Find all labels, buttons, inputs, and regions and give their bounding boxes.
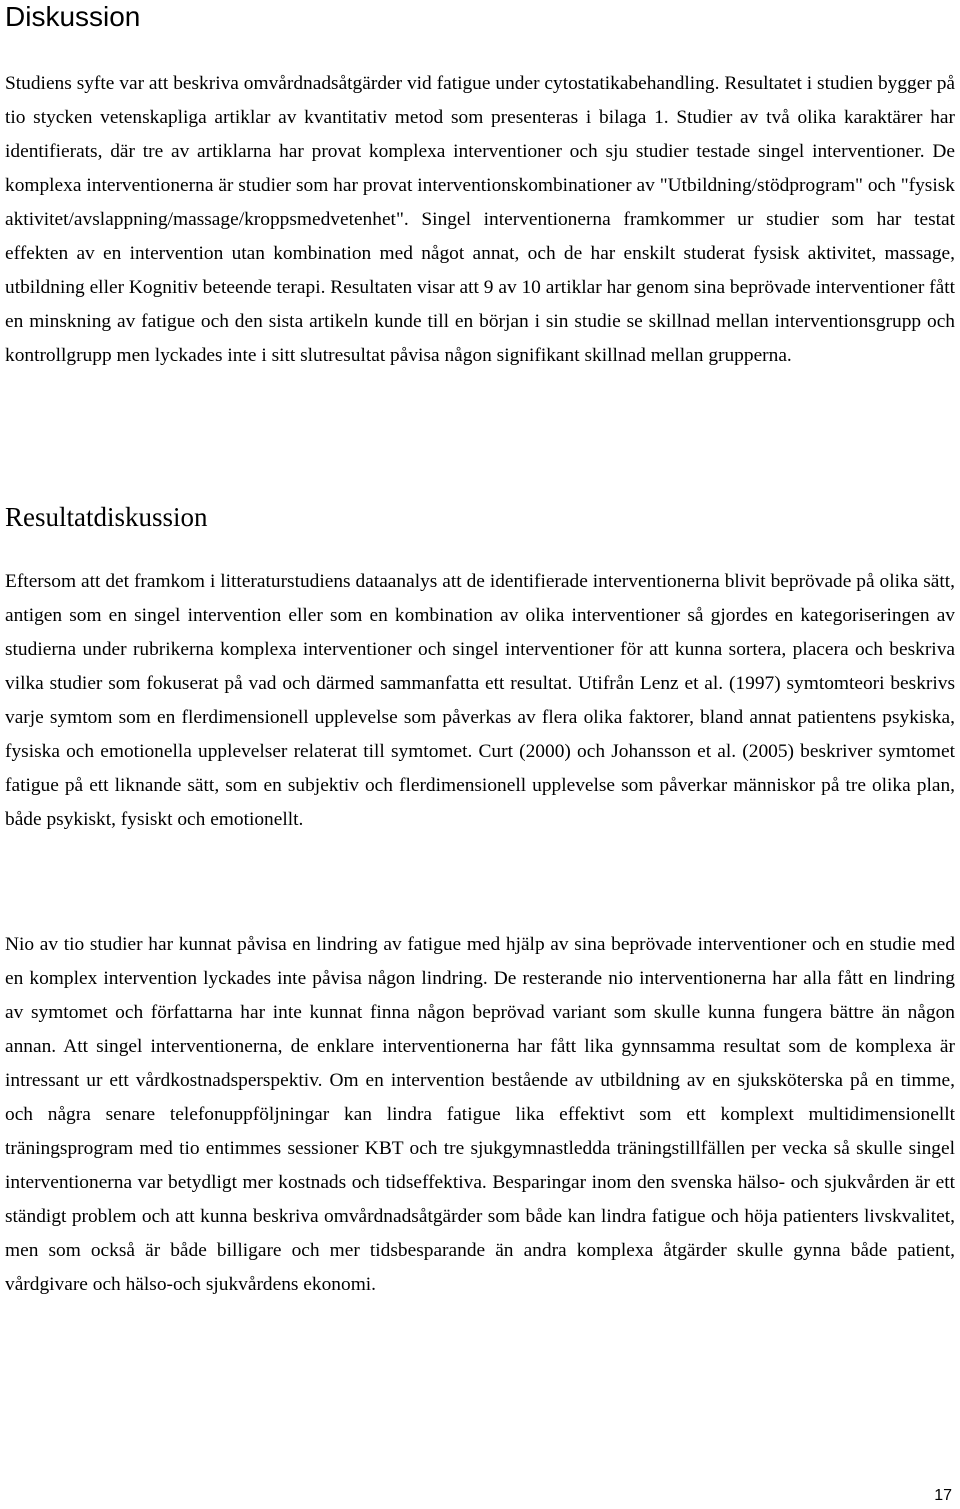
paragraph-result-1: Eftersom att det framkom i litteraturstudiens dataanalys att de identifierade interventionerna blivit beprövade på olika sätt, antigen som en singel intervention eller som en kombination av olika interventioner så gjordes en kategoriseringen av studierna under rubrikerna komplexa interventioner och singel interventioner för att kunna sortera, placera och beskriva vilka studier som fokuserat på vad och därmed sammanfatta ett resultat. Utifrån Lenz et al. (1997) symtomteori beskrivs varje symtom som en flerdimensionell upplevelse som påverkas av flera olika faktorer, bland annat patientens psykiska, fysiska och emotionella upplevelser relaterat till symtomet. Curt (2000) och Johansson et al. (2005) beskriver symtomet fatigue på ett liknande sätt, som en subjektiv och flerdimensionell upplevelse som påverkar människor på tre olika plan, både psykiskt, fysiskt och emotionellt. xyxy=(5,571,955,830)
page-number: 17 xyxy=(934,1487,952,1504)
paragraph-result-2: Nio av tio studier har kunnat påvisa en lindring av fatigue med hjälp av sina beprövade interventioner och en studie med en komplex intervention lyckades inte påvisa någon lindring. De resterande nio interventionerna har alla fått en lindring av symtomet och författarna har inte kunnat finna någon beprövad variant som skulle kunna fungera bättre än någon annan. Att singel interventionerna, de enklare interventionerna har fått lika gynnsamma resultat som de komplexa är intressant ur ett vårdkostnadsperspektiv. Om en intervention bestående av utbildning av en sjuksköterska på en timme, och några senare telefonuppföljningar kan lindra fatigue lika effektivt som ett komplext multidimensionellt träningsprogram med tio entimmes sessioner KBT och tre sjukgymnastledda träningstillfällen per vecka så skulle singel interventionerna var betydligt mer kostnads och tidseffektiva. Besparingar inom den svenska hälso- och sjukvården är ett ständigt problem och att kunna beskriva omvårdnadsåtgärder som både kan lindra fatigue och höja patienters livskvalitet, men som också är både billigare och mer tidsbesparande än andra komplexa åtgärder skulle gynna både patient, vårdgivare och hälso-och sjukvårdens ekonomi. xyxy=(5,934,955,1295)
section-heading: Diskussion xyxy=(5,1,141,32)
subsection-heading: Resultatdiskussion xyxy=(5,502,208,532)
paragraph-intro: Studiens syfte var att beskriva omvårdnadsåtgärder vid fatigue under cytostatikabehandling. Resultatet i studien bygger på tio stycken vetenskapliga artiklar av kvantitativ metod som presenteras i bilaga 1. Studier av två olika karaktärer har identifierats, där tre av artiklarna har provat komplexa interventioner och sju studier testade singel interventioner. De komplexa interventionerna är studier som har provat interventionskombinationer av "Utbildning/stödprogram" och "fysisk aktivitet/avslappning/massage/kroppsmedvetenhet". Singel interventionerna framkommer ur studier som har testat effekten av en intervention utan kombination med något annat, och de har enskilt studerat fysisk aktivitet, massage, utbildning eller Kognitiv beteende terapi. Resultaten visar att 9 av 10 artiklar har genom sina beprövade interventioner fått en minskning av fatigue och den sista artikeln kunde till en början i sin studie se skillnad mellan interventionsgrupp och kontrollgrupp men lyckades inte i sitt slutresultat påvisa någon signifikant skillnad mellan grupperna. xyxy=(5,73,955,366)
